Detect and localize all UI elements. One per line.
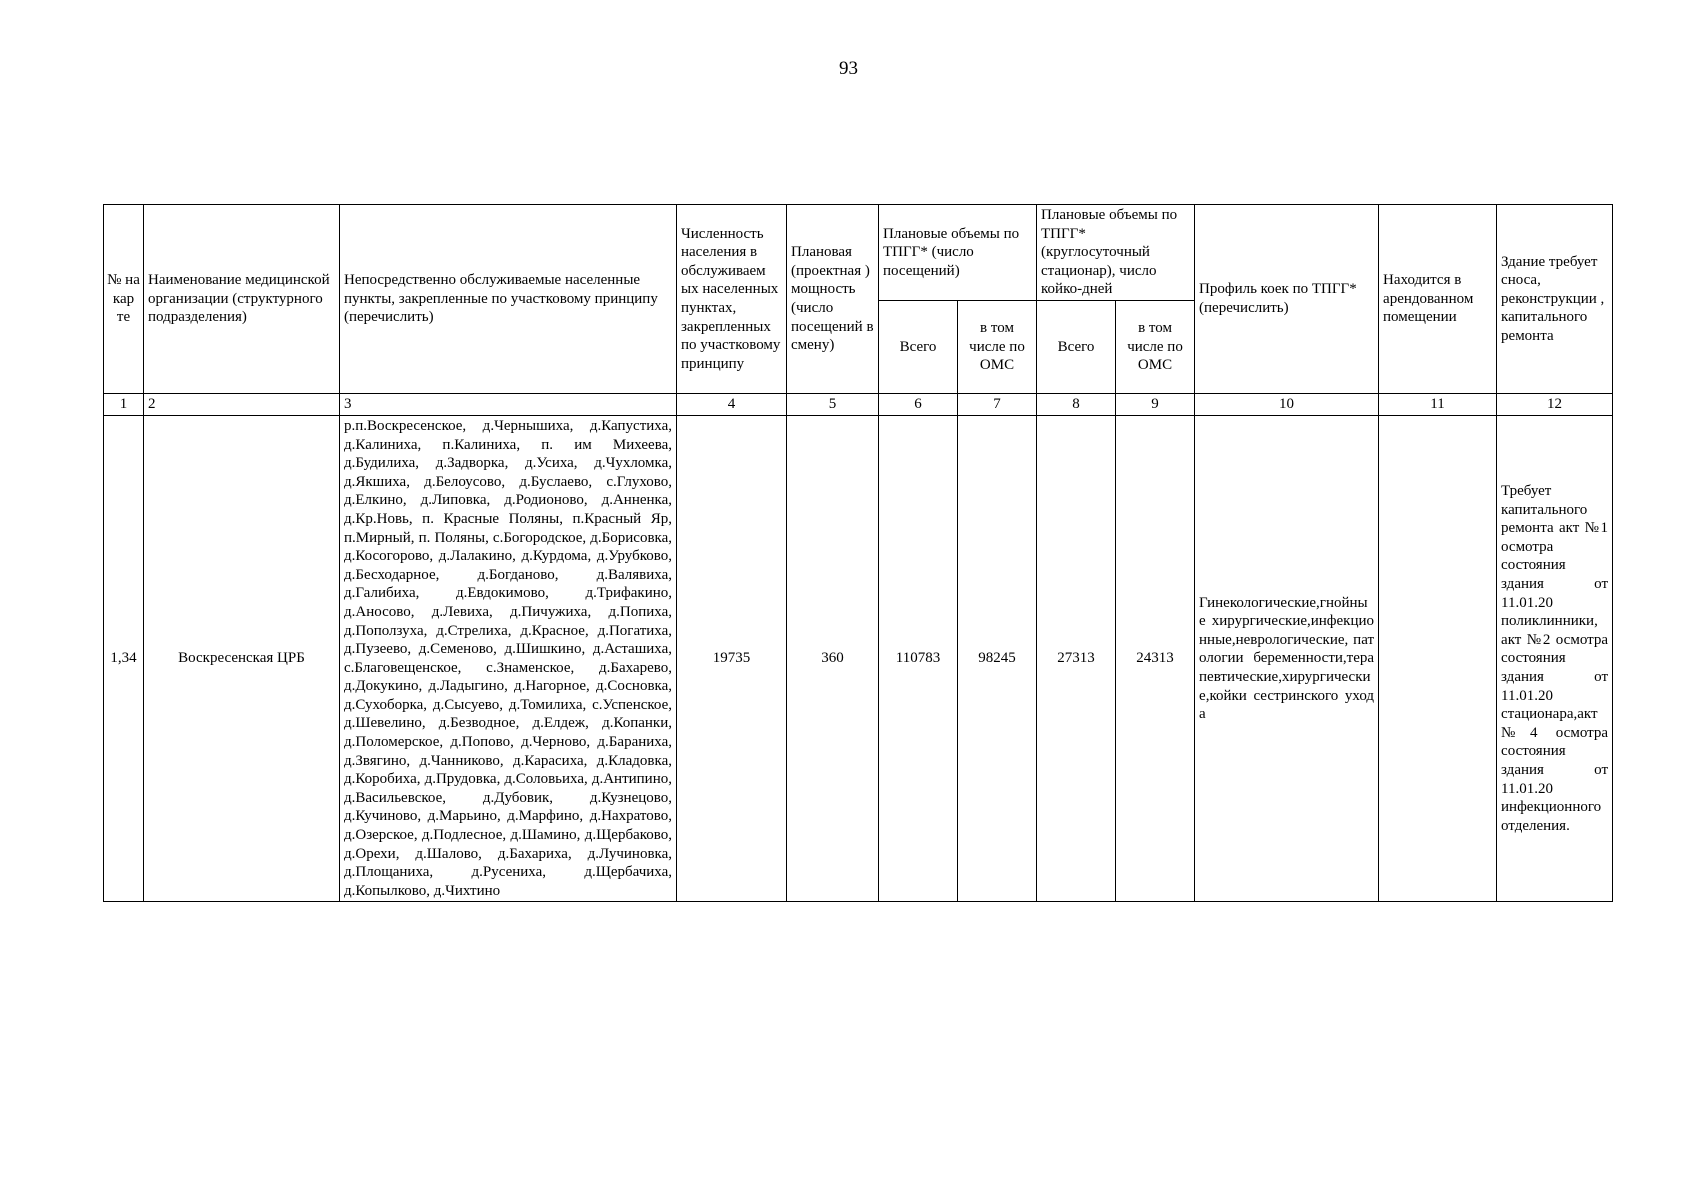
header-visits-total: Всего (879, 300, 958, 393)
header-row-1 (104, 205, 1613, 301)
header-number: № на кар те (104, 205, 144, 394)
row-building-state: Требует капитального ремонта акт №1 осмотра состояния здания от 11.01.20 поликлинники, акт №2 осмотра состояния здания от 11.01.20 стационара,акт №4 осмотра состояния здания от 11.01.20 инфекционного отделения. (1497, 415, 1613, 901)
header-population: Численность населения в обслуживаем ых населенных пунктах, закрепленных по участковому принципу (677, 205, 787, 394)
row-capacity: 360 (787, 415, 879, 901)
row-settlements: р.п.Воскресенское, д.Чернышиха, д.Капустиха, д.Калиниха, п.Калиниха, п. им Михеева, д.Будилиха, д.Задворка, д.Усиха, д.Чухломка, д.Якшиха, д.Белоусово, д.Буслаево, с.Глухово, д.Елкино, д.Липовка, д.Родионово, д.Анненка, д.Кр.Новь, п. Красные Поляны, п.Красный Яр, п.Мирный, п. Поляны, с.Богородское, д.Борисовка, д.Косогорово, д.Лалакино, д.Курдома, д.Урубково, д.Бесходарное, д.Богданово, д.Валявиха, д.Галибиха, д.Евдокимово, д.Трифакино, д.Аносово, д.Левиха, д.Пичужиха, д.Попиха, д.Поползуха, д.Стрелиха, д.Красное, д.Погатиха, д.Пузеево, д.Семеново, д.Шишкино, д.Асташиха, с.Благовещенское, с.Знаменское, д.Бахарево, д.Докукино, д.Ладыгино, д.Нагорное, д.Сосновка, д.Сухоборка, д.Сысуево, д.Томилиха, с.Успенское, д.Шевелино, д.Безводное, д.Елдеж, д.Копанки, д.Поломерское, д.Попово, д.Черново, д.Бараниха, д.Звягино, д.Чанниково, д.Карасиха, д.Кладовка, д.Коробиха, д.Прудовка, д.Соловьиха, д.Антипино, д.Васильевское, д.Дубовик, д.Кузнецово, д.Кучиново, д.Марьино, д.Марфино, д.Нахратово, д.Озерское, д.Подлесное, д.Шамино, д.Щербаково, д.Орехи, д.Шалово, д.Бахариха, д.Лучиновка, д.Площаниха, д.Русениха, д.Щербачиха, д.Копылково, д.Чихтино (340, 415, 677, 901)
column-number: 10 (1195, 393, 1379, 415)
header-visits-oms: в том числе по ОМС (958, 300, 1037, 393)
row-beds-total: 27313 (1037, 415, 1116, 901)
column-number: 9 (1116, 393, 1195, 415)
column-number: 5 (787, 393, 879, 415)
table-row (104, 415, 1613, 901)
row-organization-name: Воскресенская ЦРБ (144, 415, 340, 901)
row-population: 19735 (677, 415, 787, 901)
column-number: 12 (1497, 393, 1613, 415)
row-bed-profile: Гинекологические,гнойные хирургические,инфекционные,неврологические, патологии беременности,терапевтические,хирургические,койки сестринского ухода (1195, 415, 1379, 901)
row-beds-oms: 24313 (1116, 415, 1195, 901)
medical-organizations-table (103, 204, 1613, 902)
column-number: 11 (1379, 393, 1497, 415)
header-bed-profile: Профиль коек по ТПГГ* (перечислить) (1195, 205, 1379, 394)
column-number: 6 (879, 393, 958, 415)
column-number: 2 (144, 393, 340, 415)
column-number: 8 (1037, 393, 1116, 415)
header-settlements: Непосредственно обслуживаемые населенные пункты, закрепленные по участковому принципу (перечислить) (340, 205, 677, 394)
header-building-state: Здание требует сноса, реконструкции , капитального ремонта (1497, 205, 1613, 394)
header-capacity: Плановая (проектная ) мощность (число посещений в смену) (787, 205, 879, 394)
row-rented (1379, 415, 1497, 901)
header-organization-name: Наименование медицинской организации (структурного подразделения) (144, 205, 340, 394)
header-beds-oms: в том числе по ОМС (1116, 300, 1195, 393)
header-rented: Находится в арендованном помещении (1379, 205, 1497, 394)
column-number: 1 (104, 393, 144, 415)
header-beds-total: Всего (1037, 300, 1116, 393)
header-visits-group: Плановые объемы по ТПГГ* (число посещений) (879, 205, 1037, 301)
page-number: 93 (839, 58, 858, 79)
header-beds-group: Плановые объемы по ТПГГ* (круглосуточный стационар), число койко-дней (1037, 205, 1195, 301)
column-number: 3 (340, 393, 677, 415)
row-visits-total: 110783 (879, 415, 958, 901)
row-map-number: 1,34 (104, 415, 144, 901)
column-numbers-row (104, 393, 1613, 415)
column-number: 7 (958, 393, 1037, 415)
row-visits-oms: 98245 (958, 415, 1037, 901)
column-number: 4 (677, 393, 787, 415)
